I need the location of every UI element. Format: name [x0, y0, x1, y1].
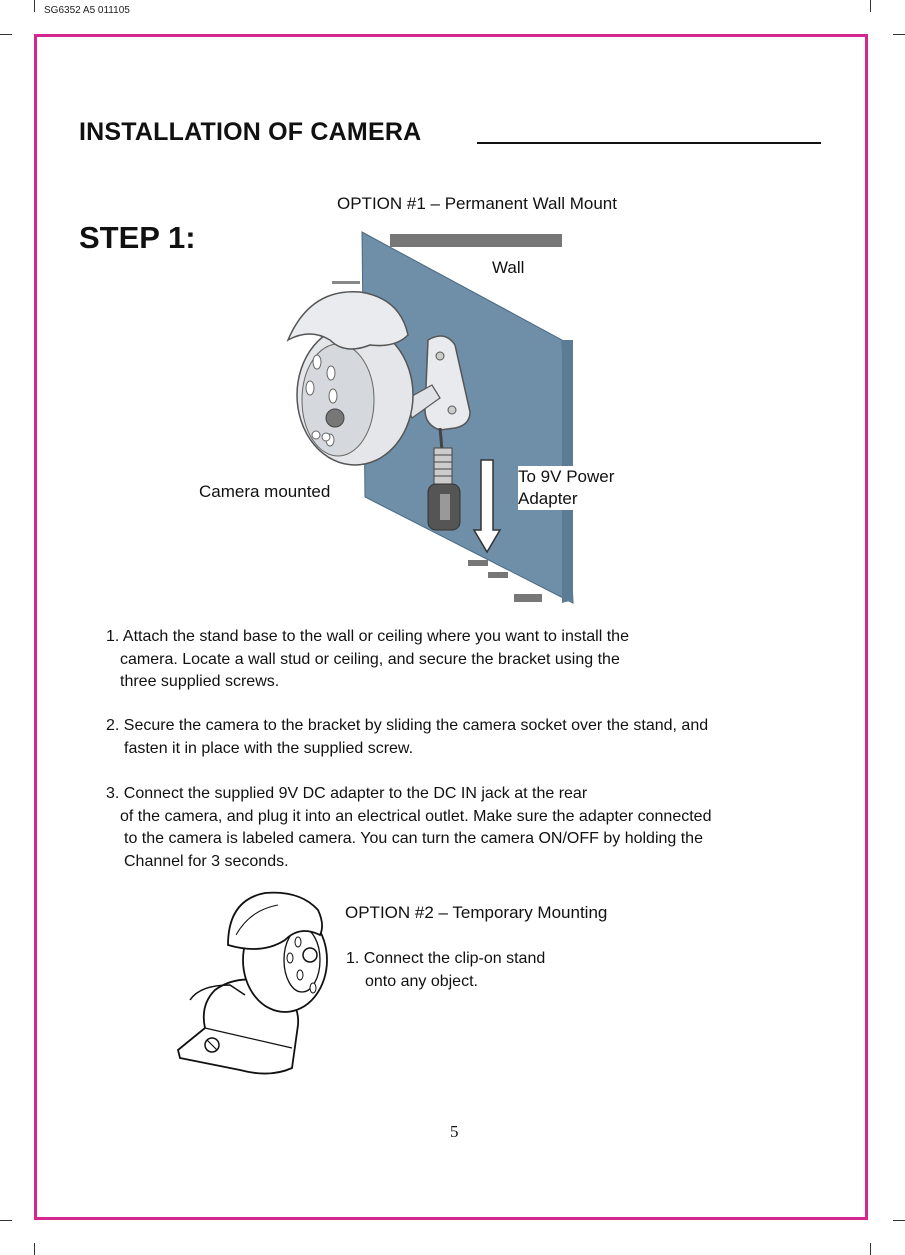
crop-mark: [0, 1220, 12, 1221]
instruction-line: three supplied screws.: [120, 673, 280, 690]
instruction-line: camera. Locate a wall stud or ceiling, and secure the bracket using the: [120, 650, 620, 668]
option1-title: OPTION #1 – Permanent Wall Mount: [337, 194, 617, 213]
step-label: STEP 1:: [79, 220, 196, 255]
option2-title: OPTION #2 – Temporary Mounting: [345, 903, 608, 922]
power-label-line1: To 9V Power: [518, 467, 615, 486]
instruction-line: Channel for 3 seconds.: [124, 852, 289, 870]
document-code: SG6352 A5 011105: [44, 5, 130, 16]
section-title: INSTALLATION OF CAMERA: [79, 118, 422, 146]
power-label-line2: Adapter: [518, 489, 578, 508]
wall-label: Wall: [492, 258, 525, 277]
instruction-line: 3. Connect the supplied 9V DC adapter to the DC IN jack at the rear: [106, 785, 588, 802]
instruction-line: 2. Secure the camera to the bracket by sliding the camera socket over the stand, and: [106, 717, 709, 734]
instruction-line: to the camera is labeled camera. You can turn the camera ON/OFF by holding the: [124, 830, 703, 847]
option2-line2: onto any object.: [365, 972, 478, 990]
page-number: 5: [450, 1122, 459, 1141]
crop-mark: [870, 1243, 871, 1255]
option2-line1: 1. Connect the clip-on stand: [346, 950, 546, 967]
instruction-line: fasten it in place with the supplied screw.: [124, 739, 414, 757]
crop-mark: [34, 1243, 35, 1255]
instruction-line: 1. Attach the stand base to the wall or ceiling where you want to install the: [106, 628, 629, 645]
instruction-line: of the camera, and plug it into an electrical outlet. Make sure the adapter connected: [120, 807, 712, 825]
option2-instruction: [346, 948, 545, 993]
crop-mark: [893, 1220, 905, 1221]
camera-mounted-label: Camera mounted: [199, 482, 331, 501]
